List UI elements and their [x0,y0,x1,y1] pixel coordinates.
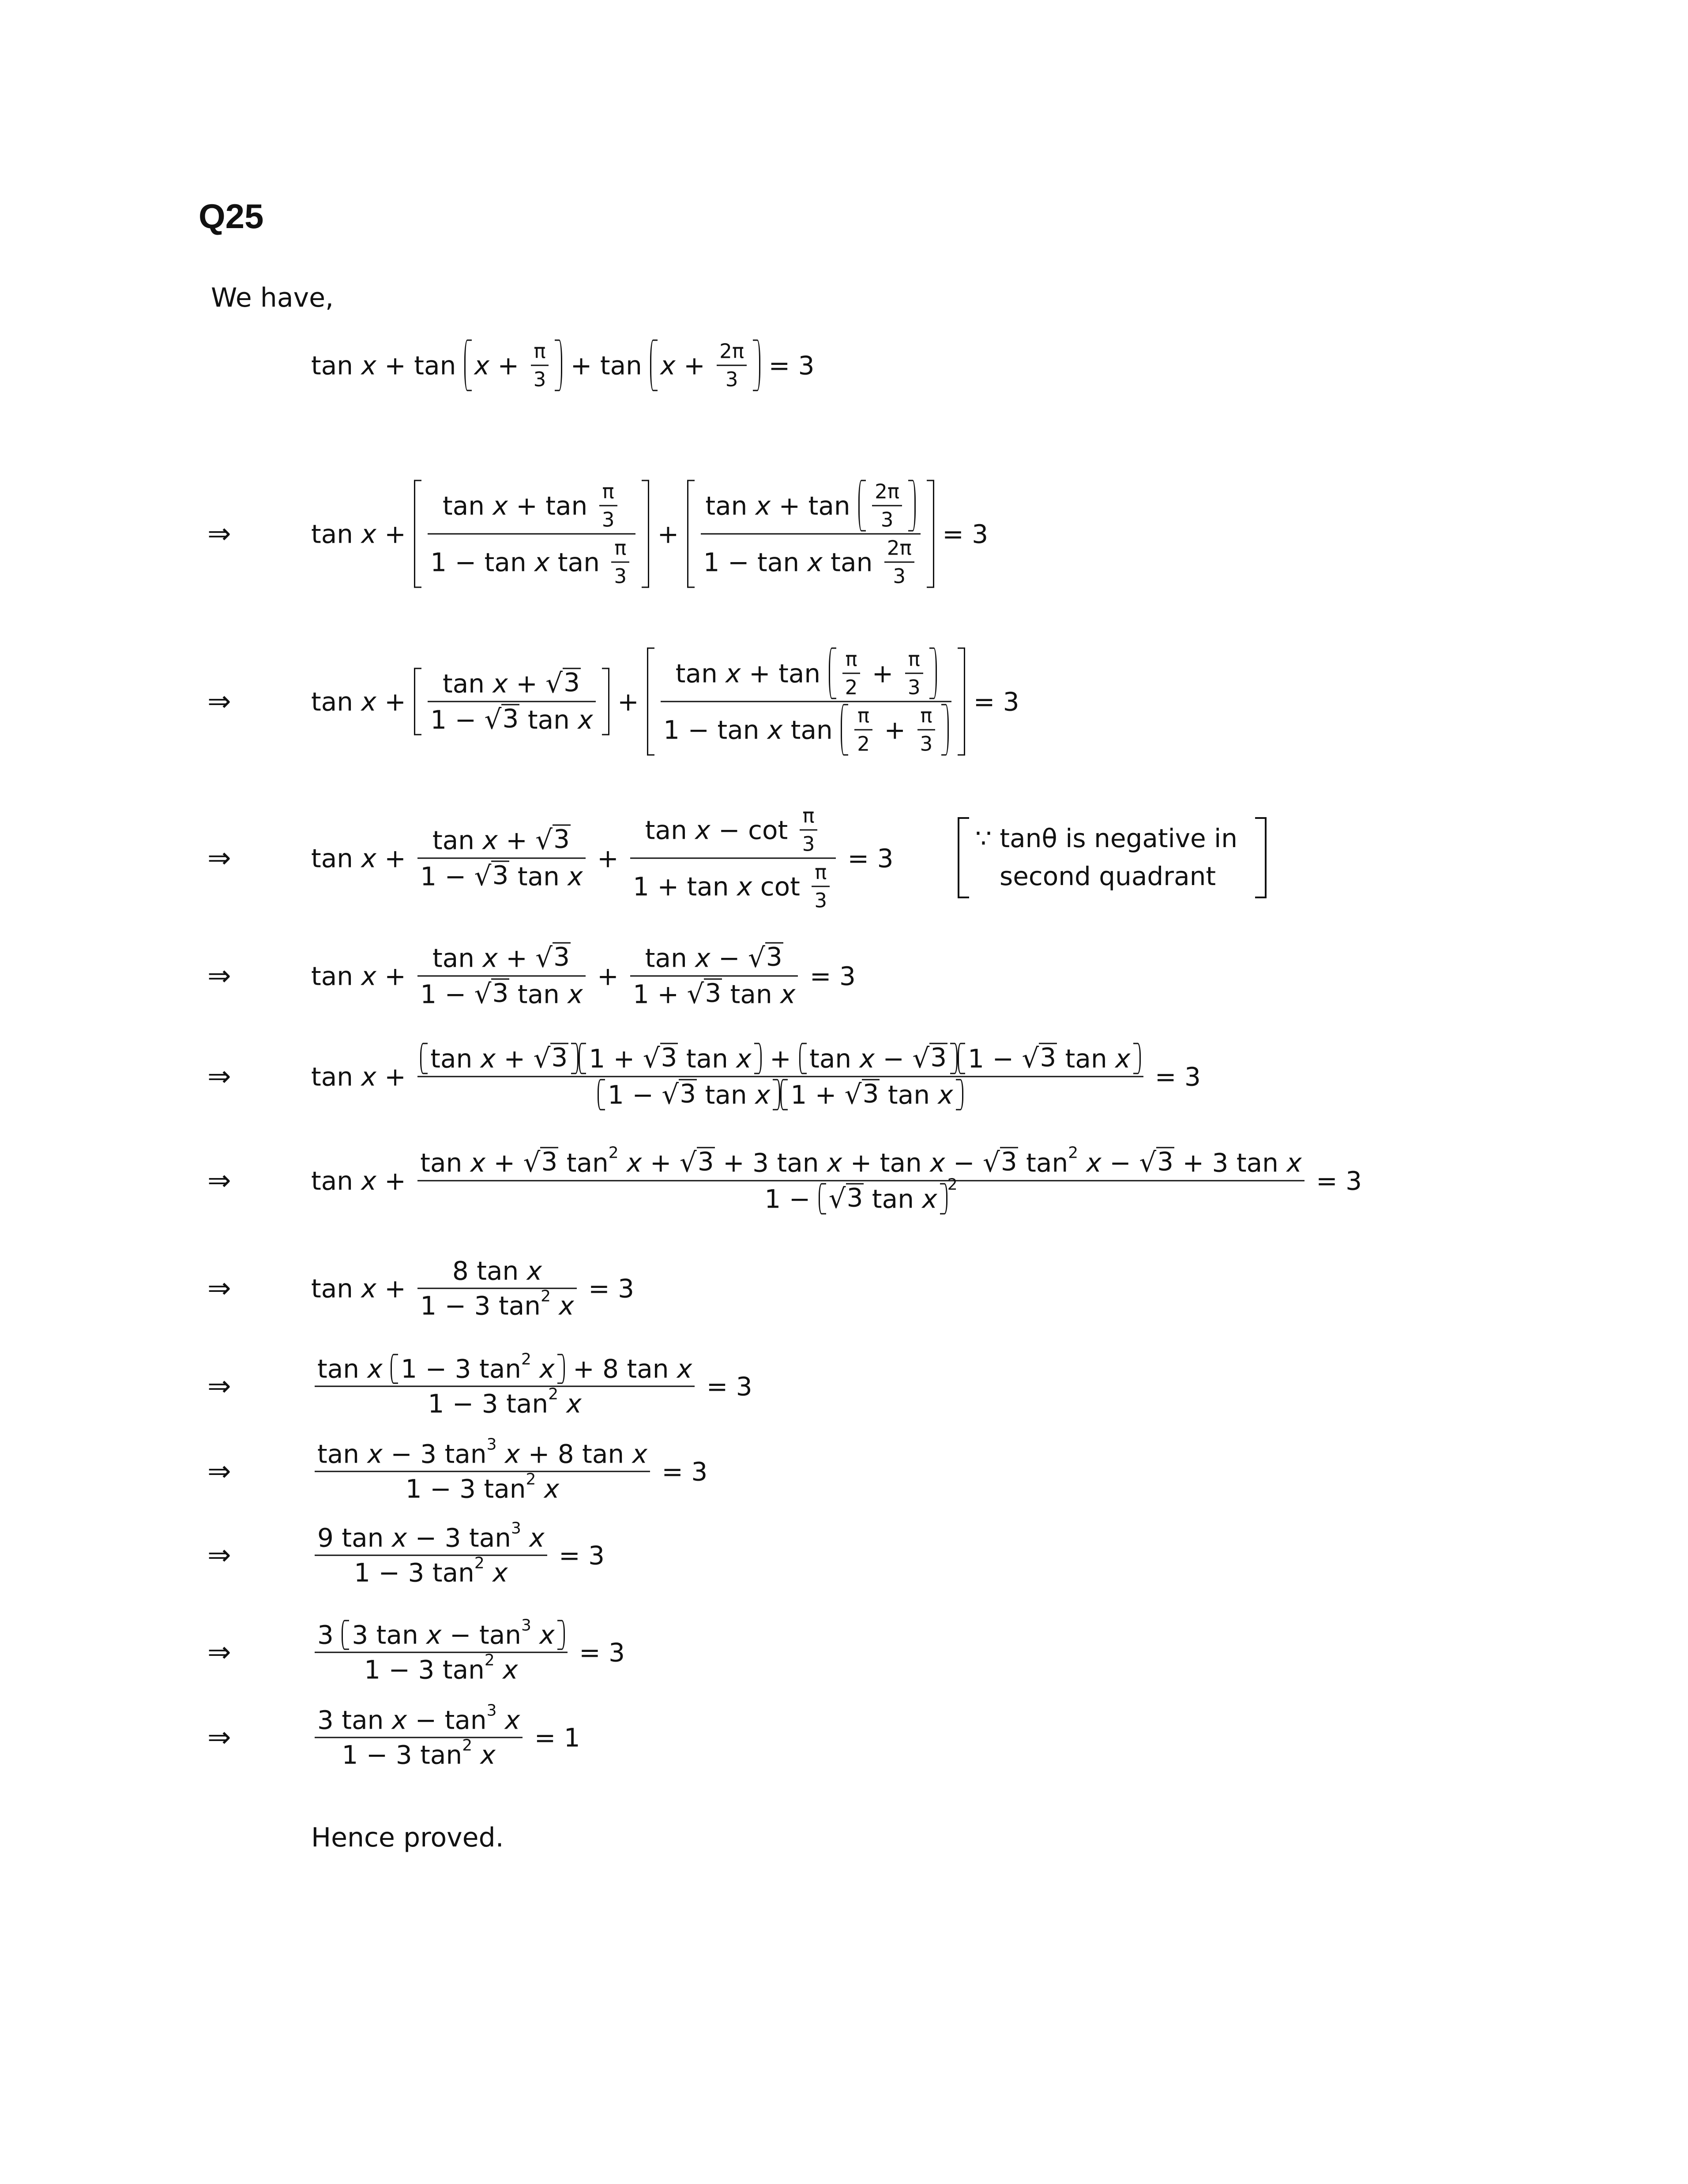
implies-arrow: ⇒ [207,1060,231,1093]
implies-arrow: ⇒ [207,1455,231,1488]
equation-step-2: tan x + tan x + √ 3 1 − √ 3 tan x + tan x + tan π 2 + $\frac{\pi}{3}$ 1 − tan x tan π 2 + $\frac{\pi}{3}$ = 3 [311,647,1019,756]
equation-step-6: tan x + tan x + √ 3 tan 2 x + √ 3 + 3 tan x + tan x − √ 3 tan 2 x − √ 3 + 3 tan x 1 − √ 3 tan x 2 = 3 [311,1144,1362,1215]
implies-arrow: ⇒ [207,1636,231,1669]
equation-step-7: tan x + 8 tan x 1 − 3 tan 2 x = 3 [311,1256,635,1321]
equation-step-3: tan x + tan x + √ 3 1 − √ 3 tan x + tan x − cot π 3 1 + tan x cot π 3 = 3 [311,804,894,912]
equation-step-12: 3 tan x − tan 3 x 1 − 3 tan 2 x = 1 [311,1705,580,1770]
implies-arrow: ⇒ [207,842,231,874]
implies-arrow: ⇒ [207,1721,231,1754]
intro-text: We have, [211,282,334,313]
implies-arrow: ⇒ [207,685,231,718]
question-number: Q25 [199,197,264,236]
equation-step-1: tan x + tan x + tan π 3 1 − tan x tan π 3 + tan x + tan 2π 3 1 − tan x tan 2π 3 = 3 [311,480,989,588]
equation-step-10: 9 tan x − 3 tan 3 x 1 − 3 tan 2 x = 3 [311,1523,605,1588]
reason-note [958,817,1267,895]
bracket-right [1255,817,1267,898]
implies-arrow: ⇒ [207,1272,231,1305]
implies-arrow: ⇒ [207,960,231,992]
equation-step-5: tan x + tan x + √ 3 1 + √ 3 tan x + tan x − √ 3 1 − √ 3 tan x 1 − √ 3 tan x 1 + √ 3 tan x = 3 [311,1042,1201,1111]
equation-step-0: tan x + tan x + $\frac{\pi}{3}$ + tan x + $\frac{2\pi}{3}$ = 3 [311,339,815,391]
implies-arrow: ⇒ [207,1370,231,1403]
equation-step-11: 3 3 tan x − tan 3 x 1 − 3 tan 2 x = 3 [311,1620,625,1685]
equation-step-4: tan x + tan x + √ 3 1 − √ 3 tan x + tan x − √ 3 1 + √ 3 tan x = 3 [311,942,856,1010]
equation-step-8: tan x 1 − 3 tan 2 x + 8 tan x 1 − 3 tan 2 x = 3 [311,1354,752,1419]
equation-step-9: tan x − 3 tan 3 x + 8 tan x 1 − 3 tan 2 x = 3 [311,1439,707,1504]
conclusion-text: Hence proved. [311,1822,504,1853]
bracket-left [958,817,969,898]
implies-arrow: ⇒ [207,1164,231,1197]
implies-arrow: ⇒ [207,518,231,550]
reason-line-2: second quadrant [1000,861,1216,891]
reason-line-1: ∵ tanθ is negative in [975,823,1238,853]
implies-arrow: ⇒ [207,1539,231,1572]
